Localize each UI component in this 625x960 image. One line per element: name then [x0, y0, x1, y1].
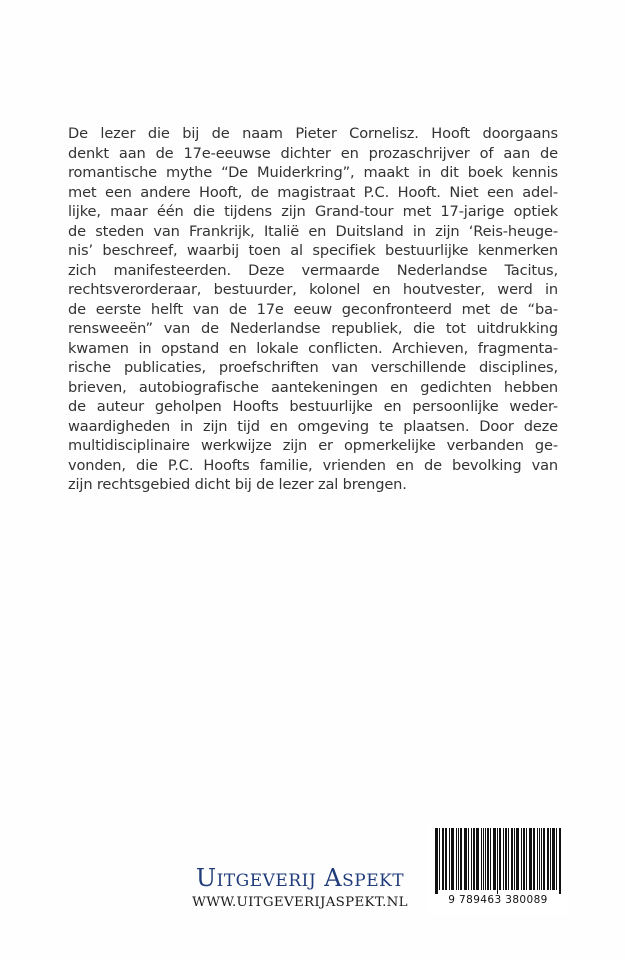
barcode-bar: [529, 828, 530, 890]
barcode-bar: [453, 828, 454, 890]
barcode-bar: [544, 828, 545, 890]
barcode-bar: [517, 828, 518, 890]
barcode-bar: [552, 828, 553, 890]
barcode-bar: [451, 828, 452, 890]
back-cover-blurb: [68, 124, 558, 495]
barcode-bar: [465, 828, 466, 890]
barcode-bar: [505, 828, 506, 890]
barcode-bar: [534, 828, 535, 890]
blurb-line: romantische mythe “De Muiderkring”, maakt in dit boek kennis: [68, 164, 558, 181]
barcode-bar: [511, 828, 512, 890]
barcode-bar: [495, 828, 496, 890]
barcode-bar: [493, 828, 494, 890]
blurb-line: zijn rechtsgebied dicht bij de lezer zal brengen.: [68, 476, 407, 493]
barcode-bar: [537, 828, 538, 890]
barcode-bar: [553, 828, 554, 890]
blurb-line: brieven, autobiografische aantekeningen en gedichten hebben: [68, 378, 558, 396]
barcode-bar: [483, 828, 484, 890]
barcode-bar: [556, 828, 557, 890]
barcode-bar: [497, 828, 498, 894]
barcode-bar: [512, 828, 513, 890]
barcode-bar: [508, 828, 509, 890]
blurb-line: de eerste helft van de 17e eeuw geconfronteerd met de “ba-: [68, 300, 558, 318]
barcode-bar: [485, 828, 486, 890]
blurb-line: nis’ beschreef, waarbij toen al specifiek bestuurlijke kenmerken: [68, 242, 558, 259]
blurb-line: denkt aan de 17e-eeuwse dichter en prozaschrijver of aan de: [68, 144, 558, 162]
barcode-bars: [427, 824, 569, 894]
barcode-bar: [530, 828, 531, 890]
barcode-bar: [490, 828, 491, 890]
blurb-line: rische publicaties, proefschriften van verschillende disciplines,: [68, 359, 558, 376]
blurb-line: lijke, maar één die tijdens zijn Grand-tour met 17-jarige optiek: [68, 203, 558, 220]
barcode-bar: [487, 828, 488, 890]
barcode-bar: [514, 828, 515, 890]
barcode-bar: [437, 828, 438, 894]
barcode-bar: [446, 828, 447, 890]
barcode-bar: [499, 828, 500, 890]
barcode-bar: [526, 828, 527, 890]
isbn-number: 9 789463 380089: [448, 894, 548, 906]
barcode-bar: [531, 828, 532, 890]
barcode-bar: [442, 828, 443, 890]
barcode-bar: [523, 828, 524, 890]
barcode-bar: [458, 828, 459, 890]
barcode-bar: [481, 828, 482, 890]
barcode-bar: [445, 828, 446, 890]
barcode-bar: [474, 828, 475, 890]
barcode-bar: [547, 828, 548, 890]
barcode-bar: [439, 828, 440, 890]
blurb-line: kwamen in opstand en lokale conflicten. Archieven, fragmenta-: [68, 339, 558, 357]
publisher-name: Uitgeverij Aspekt: [195, 864, 405, 892]
barcode-bar: [456, 828, 457, 890]
blurb-line: met een andere Hooft, de magistraat P.C. Hooft. Niet een adel-: [68, 183, 558, 201]
blurb-line: multidisciplinaire werkwijze zijn er opmerkelijke verbanden ge-: [68, 437, 558, 454]
barcode-bar: [548, 828, 549, 890]
barcode-bar: [477, 828, 478, 890]
barcode-bar: [518, 828, 519, 890]
blurb-line: De lezer die bij de naam Pieter Cornelisz. Hooft doorgaans: [68, 125, 558, 142]
barcode-bar: [506, 828, 507, 890]
barcode-bar: [471, 828, 472, 890]
barcode-bar: [476, 828, 477, 890]
barcode-bar: [554, 828, 555, 890]
barcode-bar: [543, 828, 544, 890]
blurb-line: zich manifesteerden. Deze vermaarde Nederlandse Tacitus,: [68, 261, 558, 279]
barcode-bar: [443, 828, 444, 890]
barcode-bar: [559, 828, 560, 894]
barcode-bar: [452, 828, 453, 890]
blurb-line: rechtsverorderaar, bestuurder, kolonel en houtvester, werd in: [68, 281, 558, 298]
blurb-line: de auteur geholpen Hoofts bestuurlijke en persoonlijke weder-: [68, 398, 558, 415]
barcode-bar: [500, 828, 501, 890]
barcode-bar: [550, 828, 551, 890]
barcode-bar: [468, 828, 469, 890]
barcode-bar: [539, 828, 540, 890]
barcode-bar: [494, 828, 495, 890]
barcode-bar: [503, 828, 504, 890]
publisher-block: [180, 864, 420, 912]
barcode-bar: [516, 828, 517, 890]
barcode-bar: [521, 828, 522, 890]
barcode-bar: [436, 828, 437, 894]
blurb-line: rensweeën” van de Nederlandse republiek, die tot uitdrukking: [68, 320, 558, 337]
blurb-line: waardigheden in zijn tijd en omgeving te plaatsen. Door deze: [68, 417, 558, 435]
barcode-bar: [460, 828, 461, 890]
barcode-bar: [541, 828, 542, 890]
publisher-url: WWW.UITGEVERIJASPEKT.NL: [192, 895, 408, 910]
barcode-bar: [478, 828, 479, 890]
barcode-bar: [533, 828, 534, 890]
blurb-line: vonden, die P.C. Hoofts familie, vrienden en de bevolking van: [68, 456, 558, 474]
barcode-bar: [464, 828, 465, 890]
barcode-bar: [466, 828, 467, 890]
barcode-bar: [435, 828, 436, 894]
blurb-line: de steden van Frankrijk, Italië en Duitsland in zijn ‘Reis-heuge-: [68, 222, 558, 240]
barcode-bar: [473, 828, 474, 890]
barcode-bar: [461, 828, 462, 890]
barcode-bar: [488, 828, 489, 890]
barcode-bar: [560, 828, 561, 894]
barcode-bar: [449, 828, 450, 890]
barcode-bar: [524, 828, 525, 890]
